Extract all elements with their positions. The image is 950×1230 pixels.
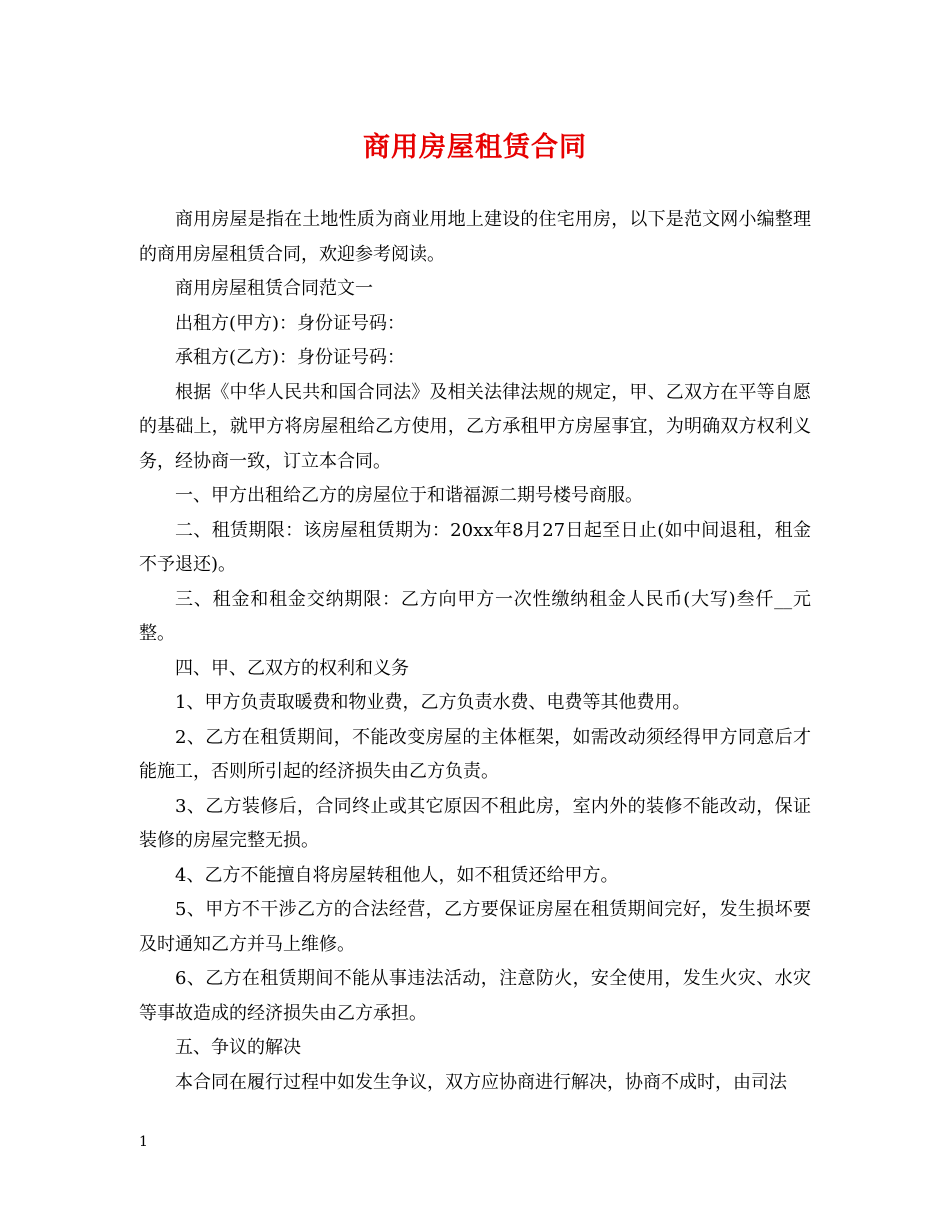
document-title: 商用房屋租赁合同 [363,132,587,163]
paragraph-dispute: 本合同在履行过程中如发生争议，双方应协商进行解决，协商不成时，由司法 [175,1071,787,1093]
paragraph-clause-1: 一、甲方出租给乙方的房屋位于和谐福源二期号楼号商服。 [175,485,643,506]
paragraph-item-5: 5、甲方不干涉乙方的合法经营，乙方要保证房屋在租赁期间完好，发生损坏要及时通知乙方并马上维修。 [139,899,811,955]
paragraph-clause-4: 四、甲、乙双方的权利和义务 [175,657,409,679]
paragraph-item-3: 3、乙方装修后，合同终止或其它原因不租此房，室内外的装修不能改动，保证装修的房屋完整无损。 [139,795,811,851]
paragraph-item-4: 4、乙方不能擅自将房屋转租他人，如不租赁还给甲方。 [175,864,619,886]
paragraph-lessee: 承租方(乙方)：身份证号码： [175,347,406,368]
paragraph-clause-2: 二、租赁期限：该房屋租赁期为：20xx年8月27日起至日止(如中间退租，租金不予退还)。 [139,519,811,575]
paragraph-item-6: 6、乙方在租赁期间不能从事违法活动，注意防火，安全使用，发生火灾、水灾等事故造成的经济损失由乙方承担。 [139,968,811,1024]
paragraph-clause-5: 五、争议的解决 [175,1037,301,1058]
paragraph-intro: 商用房屋是指在土地性质为商业用地上建设的住宅用房，以下是范文网小编整理的商用房屋租赁合同，欢迎参考阅读。 [139,209,811,265]
paragraph-lessor: 出租方(甲方)：身份证号码： [175,312,406,334]
paragraph-item-1: 1、甲方负责取暖费和物业费，乙方负责水费、电费等其他费用。 [175,692,691,713]
page-number: 1 [139,1134,148,1150]
paragraph-preamble: 根据《中华人民共和国合同法》及相关法律法规的规定，甲、乙双方在平等自愿的基础上，就甲方将房屋租给乙方使用，乙方承租甲方房屋事宜，为明确双方权利义务，经协商一致，订立本合同。 [139,381,811,472]
paragraph-item-2: 2、乙方在租赁期间，不能改变房屋的主体框架，如需改动须经得甲方同意后才能施工，否则所引起的经济损失由乙方负责。 [139,726,811,782]
paragraph-sample-heading: 商用房屋租赁合同范文一 [175,278,373,299]
paragraph-clause-3: 三、租金和租金交纳期限：乙方向甲方一次性缴纳租金人民币(大写)叁仟__元整。 [139,588,811,644]
document-body [139,203,811,1100]
